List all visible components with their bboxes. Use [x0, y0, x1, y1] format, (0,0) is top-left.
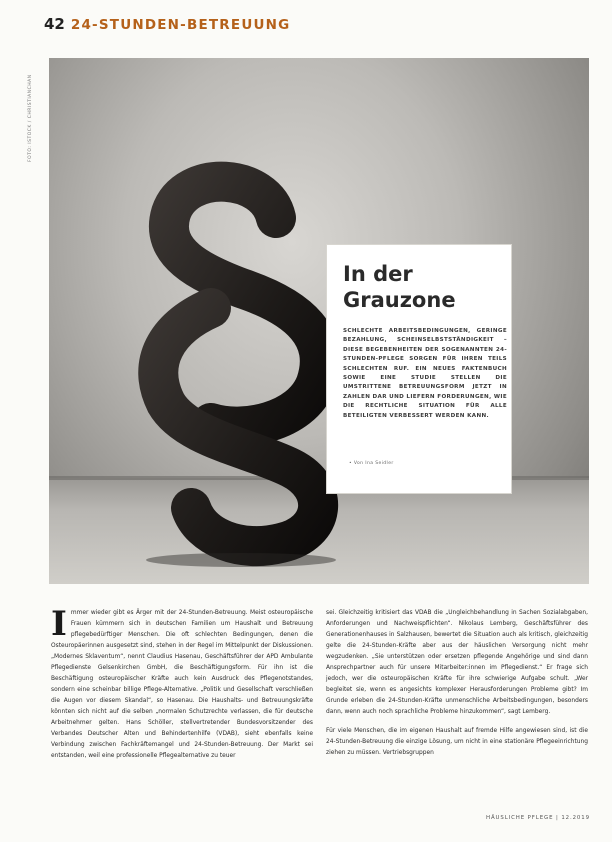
body-column-2 — [326, 608, 588, 767]
body-paragraph: sei. Gleichzeitig kritisiert das VDAB die „Ungleichbehandlung in Sachen Sozialabgaben, Anforderungen und Nachweispflichten“. Nikolaus Lemberg, Geschäftsführer des Generationenhauses in Salzhausen, bewertet die Situation auch als kritisch, gleichzeitig gelte die 24-Stunden-Kräfte aber aus der häuslichen Versorgung nicht mehr wegzudenken. „Sie unterstützen oder ersetzen pflegende Angehörige und sind dann Ansprechpartner auch für unsere Mitarbeiter:innen im Pflegedienst.“ Er frage sich jedoch, wer die osteuropäischen Kräfte für ihre schwierige Aufgabe schult. „Wer begleitet sie, wenn es angesichts komplexer Herausforderungen Probleme gibt? Im Grunde erleben die 24-Stunden-Kräfte unmenschliche Arbeitsbedingungen, besonders dann, wenn auch noch sprachliche Probleme hinzukommen“, sagt Lemberg. — [326, 610, 588, 715]
article-lead: SCHLECHTE ARBEITSBEDINGUNGEN, GERINGE BEZAHLUNG, SCHEINSELBSTSTÄNDIGKEIT – DIESE BEGEBENHEITEN DER SOGENANNTEN 24-STUNDEN-PFLEGE SORGEN FÜR IHREN TEILS SCHLECHTEN RUF. EIN NEUES FAKTENBUCH SOWIE EINE STUDIE STELLEN DIE UMSTRITTENE BETREUUNGSFORM JETZT IN ZAHLEN DAR UND LIEFERN FORDERUNGEN, WIE DIE RECHTLICHE SITUATION FÜR ALLE BETEILIGTEN VERBESSERT WERDEN KANN. — [343, 328, 507, 419]
body-text: mmer wieder gibt es Ärger mit der 24-Stunden-Betreuung. Meist osteuropäische Frauen kümmern sich in deutschen Familien um Haushalt und Betreuung pflegebedürftiger Menschen. Die oft schlechten Bedingungen, denen die Osteuropäerinnen ausgesetzt sind, stehen in der Regel im Mittelpunkt der Diskussionen. „Modernes Sklaventum“, nennt Claudius Hasenau, Geschäftsführer der APD Ambulante Pflegedienste Gelsenkirchen GmbH, die Beschäftigungsform. Für ihn ist die Beschäftigung osteuropäischer Kräfte auch kein Ausdruck des Pflegenotstandes, sondern eine scheinbar billige Pflege-Alternative. „Politik und Gesellschaft verschließen die Augen vor diesem Skandal“, so Hasenau. Die Haushalts- und Betreuungskräfte könnten sich nicht auf die selben „normalen Schutzrechte verlassen, die für deutsche Arbeitnehmer gelten. Hans Schöller, stellvertretender Bundesvorsitzender des Verbandes Deutscher Alten und Behindertenhilfe (VDAB), sieht ebenfalls keine Verbindung zwischen Fachkräftemangel und 24-Stunden-Betreuung. Der Markt sei entstanden, weil eine professionelle Pflegealternative zu teuer — [51, 610, 313, 759]
section-title: 24-STUNDEN-BETREUUNG — [70, 17, 291, 33]
page-header — [44, 15, 290, 33]
author-byline: • Von Ina Seidler — [349, 461, 394, 466]
body-column-1 — [51, 604, 313, 770]
body-paragraph — [51, 604, 313, 762]
article-title — [343, 261, 456, 313]
page-number: 42 — [44, 15, 65, 33]
drop-cap: I — [51, 604, 67, 644]
title-line-2: Grauzone — [343, 288, 456, 312]
photo-credit: FOTO: ISTOCK / CHRISTIANCHAN — [28, 74, 33, 162]
title-line-1: In der — [343, 262, 413, 286]
feature-box — [326, 244, 512, 494]
page-footer: HÄUSLICHE PFLEGE | 12.2019 — [486, 815, 590, 821]
body-paragraph: Für viele Menschen, die im eigenen Haushalt auf fremde Hilfe angewiesen sind, ist die 24-Stunden-Betreuung die einzige Lösung, um nicht in eine stationäre Pflegeeinrichtung ziehen zu müssen. Vertriebsgruppen — [326, 728, 588, 756]
